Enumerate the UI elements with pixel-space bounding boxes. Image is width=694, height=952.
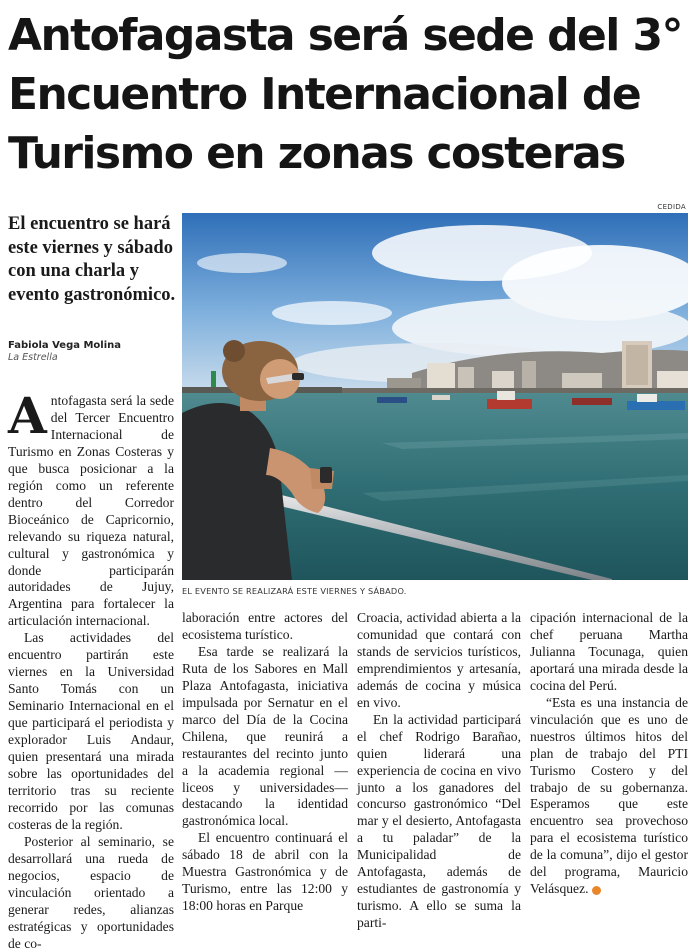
paragraph-text: ntofagasta será la sede del Tercer Encuentro Internacional de Turismo en Zonas Costeras y que busca posicionar a la región como un referente dentro del Corredor Bioceánico de Capricornio, relevando su riqueza natural, cultural y gastronómica y donde participarán autoridades de Jujuy, Argentina para fortalecer la articulación internacional.	[8, 393, 174, 629]
body-paragraph: Las actividades del encuentro partirán este viernes en la Universidad Santo Tomás con un Seminario Internacional en el que participará el periodista y explorador Luis Andaur, quien presentará una mirada sobre las oportunidades del territorio tras su reciente recorrido por las comunas costeras de la región.	[8, 630, 174, 832]
body-paragraph: Croacia, actividad abierta a la comunidad que contará con stands de servicios turísticos, emprendimientos y artesanía, además de cocina y música en vivo.	[357, 610, 521, 710]
author-name: Fabiola Vega Molina	[8, 340, 122, 351]
paragraph-text: “Esta es una instancia de vinculación que es uno de nuestros últimos hitos del plan de trabajo del PTI Turismo Costero y del trabajo de su gobernanza. Esperamos que este encuentro sea provechoso para el ecosistema turístico de la comuna”, dijo el gestor del programa, Mauricio Velásquez.	[530, 694, 688, 897]
body-column-2	[182, 610, 348, 915]
headline: Antofagasta será sede del 3° Encuentro Internacional de Turismo en zonas costeras	[8, 10, 682, 179]
body-paragraph: cipación internacional de la chef peruana Martha Julianna Tocunaga, quien aportará una mirada desde la cocina del Perú.	[530, 610, 688, 693]
photo-caption: EL EVENTO SE REALIZARÁ ESTE VIERNES Y SÁBADO.	[182, 586, 407, 596]
subheadline: El encuentro se hará este viernes y sábado con una charla y evento gastronómico.	[8, 214, 176, 305]
body-paragraph: laboración entre actores del ecosistema turístico.	[182, 610, 348, 642]
body-paragraph	[8, 386, 174, 630]
body-column-3	[357, 610, 521, 932]
diamond-star-icon: ✦	[592, 886, 601, 895]
drop-cap: A	[8, 386, 47, 445]
outlet-name: La Estrella	[8, 352, 58, 363]
photo-credit: CEDIDA	[657, 203, 686, 211]
body-paragraph: El encuentro continuará el sábado 18 de abril con la Muestra Gastronómica y de Turismo, entre las 12:00 y 18:00 horas en Parque	[182, 830, 348, 914]
body-column-4	[530, 610, 688, 898]
body-column-1	[8, 386, 174, 952]
body-paragraph	[530, 695, 688, 898]
body-paragraph: Esa tarde se realizará la Ruta de los Sabores en Mall Plaza Antofagasta, iniciativa impulsada por Sernatur en el marco del Día de la Cocina Chilena, que reunirá a restaurantes del recinto junto a la academia regional —liceos y universidades— destacando la identidad gastronómica local.	[182, 643, 348, 829]
body-paragraph: En la actividad participará el chef Rodrigo Barañao, quien liderará una experiencia de cocina en vivo junto a los ganadores del concurso gastronómico “Del mar y el desierto, Antofagasta a tu paladar” de la Municipalidad de Antofagasta, además de estudiantes de gastronomía y turismo. A ello se suma la parti-	[357, 711, 521, 931]
article-photo	[182, 213, 688, 580]
body-paragraph: Posterior al seminario, se desarrollará una rueda de negocios, espacio de vinculación orientado a generar redes, alianzas estratégicas y oportunidades de co-	[8, 833, 174, 951]
